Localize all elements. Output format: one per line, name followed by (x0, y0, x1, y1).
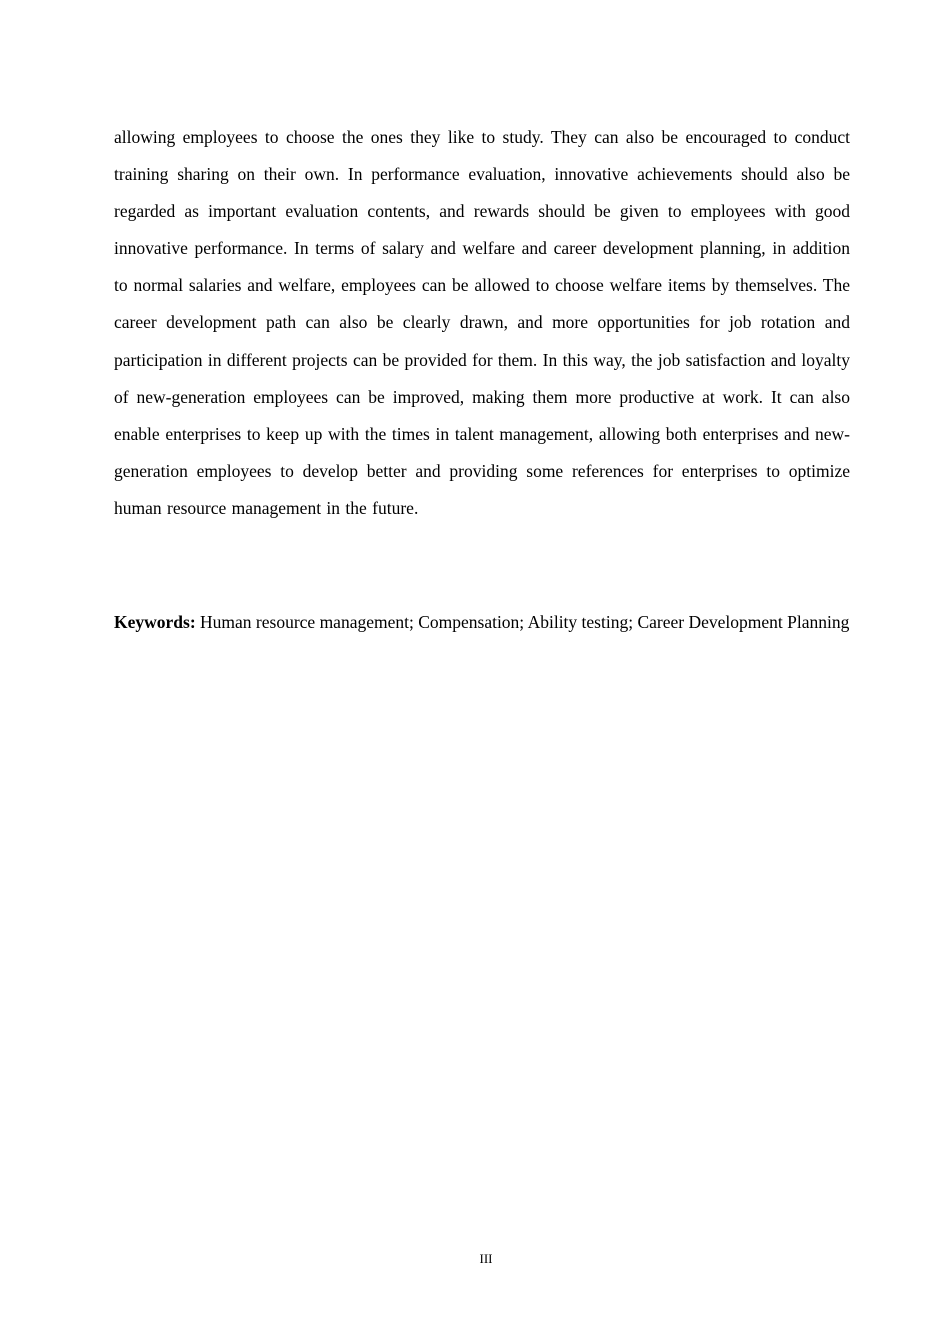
page-number: III (479, 1251, 493, 1266)
keywords-label: Keywords: (114, 612, 196, 632)
body-paragraph: allowing employees to choose the ones they like to study. They can also be encouraged to conduct training sharing on their own. In performance evaluation, innovative achievements should also be regarded as important evaluation contents, and rewards should be given to employees with good innovative performance. In terms of salary and welfare and career development planning, in addition to normal salaries and welfare, employees can be allowed to choose welfare items by themselves. The career development path can also be clearly drawn, and more opportunities for job rotation and participation in different projects can be provided for them. In this way, the job satisfaction and loyalty of new-generation employees can be improved, making them more productive at work. It can also enable enterprises to keep up with the times in talent management, allowing both enterprises and new-generation employees to develop better and providing some references for enterprises to optimize human resource management in the future. (114, 127, 850, 518)
keywords-paragraph (114, 604, 850, 640)
keywords-text: Human resource management; Compensation; Ability testing; Career Development Planning (200, 612, 850, 632)
